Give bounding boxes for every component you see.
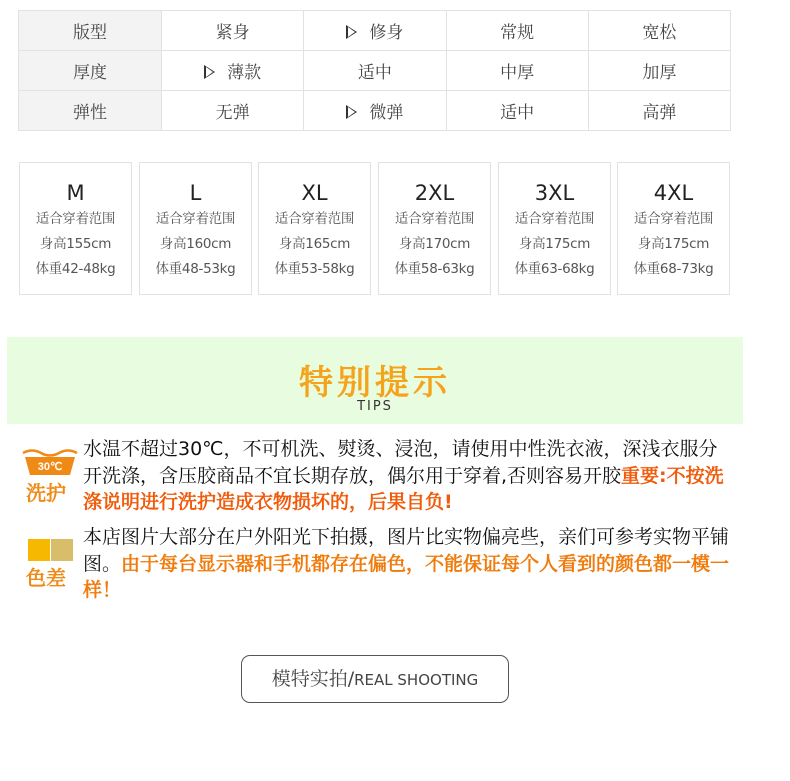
real-shooting-label-cn: 模特实拍/ bbox=[271, 668, 355, 690]
attribute-option-selected: 微弹 bbox=[304, 91, 446, 131]
attribute-option: 紧身 bbox=[162, 11, 304, 51]
size-label: 3XL bbox=[534, 181, 575, 205]
size-range: 适合穿着范围 bbox=[274, 211, 355, 227]
attribute-option: 适中 bbox=[304, 51, 446, 91]
color-diff-label: 色差 bbox=[26, 566, 66, 590]
size-card-l bbox=[139, 162, 252, 295]
real-shooting-label-en: REAL SHOOTING bbox=[354, 671, 479, 689]
size-label: M bbox=[66, 181, 85, 205]
attribute-option: 中厚 bbox=[446, 51, 588, 91]
wash-label: 洗护 bbox=[26, 481, 66, 505]
color-swatch-icon-secondary bbox=[51, 539, 73, 561]
color-diff-text: 本店图片大部分在户外阳光下拍摄，图片比实物偏亮些，亲们可参考实物平铺图。 bbox=[83, 526, 730, 575]
attribute-option-selected: 修身 bbox=[304, 11, 446, 51]
play-triangle-icon bbox=[346, 105, 357, 119]
size-label: XL bbox=[301, 181, 328, 205]
attribute-option: 加厚 bbox=[588, 51, 730, 91]
size-range: 适合穿着范围 bbox=[35, 211, 116, 227]
tips-banner bbox=[7, 337, 743, 424]
attribute-row-elasticity bbox=[19, 91, 731, 131]
color-diff-note bbox=[83, 524, 733, 604]
color-swatch-icon bbox=[28, 539, 50, 561]
size-weight: 体重53-58kg bbox=[274, 261, 355, 277]
size-range: 适合穿着范围 bbox=[633, 211, 714, 227]
size-card-m bbox=[19, 162, 132, 295]
attribute-label: 版型 bbox=[19, 11, 162, 51]
attribute-option: 无弹 bbox=[162, 91, 304, 131]
size-height: 身高170cm bbox=[398, 236, 471, 252]
size-label: L bbox=[189, 181, 202, 205]
real-shooting-button[interactable] bbox=[241, 655, 509, 703]
size-label: 2XL bbox=[414, 181, 455, 205]
size-range: 适合穿着范围 bbox=[514, 211, 595, 227]
size-weight: 体重48-53kg bbox=[155, 261, 236, 277]
size-label: 4XL bbox=[653, 181, 694, 205]
size-card-3xl bbox=[498, 162, 611, 295]
color-diff-warning: 由于每台显示器和手机都存在偏色，不能保证每个人看到的颜色都一模一样！ bbox=[83, 552, 730, 601]
play-triangle-icon bbox=[346, 25, 357, 39]
size-height: 身高165cm bbox=[278, 236, 351, 252]
size-height: 身高155cm bbox=[39, 236, 112, 252]
play-triangle-icon bbox=[204, 65, 215, 79]
size-range: 适合穿着范围 bbox=[155, 211, 236, 227]
wash-temp: 30℃ bbox=[37, 461, 63, 473]
attribute-table bbox=[18, 10, 731, 131]
size-height: 身高175cm bbox=[518, 236, 591, 252]
wash-warning: 重要:不按洗涤说明进行洗护造成衣物损坏的，后果自负! bbox=[83, 464, 724, 513]
attribute-label: 弹性 bbox=[19, 91, 162, 131]
size-height: 身高175cm bbox=[637, 236, 710, 252]
attribute-option: 适中 bbox=[446, 91, 588, 131]
attribute-label: 厚度 bbox=[19, 51, 162, 91]
size-height: 身高160cm bbox=[159, 236, 232, 252]
attribute-option-selected: 薄款 bbox=[162, 51, 304, 91]
size-weight: 体重58-63kg bbox=[394, 261, 475, 277]
attribute-option: 常规 bbox=[446, 11, 588, 51]
attribute-row-thickness bbox=[19, 51, 731, 91]
tips-title: 特别提示 bbox=[299, 363, 451, 403]
size-range: 适合穿着范围 bbox=[394, 211, 475, 227]
size-card-xl bbox=[258, 162, 371, 295]
attribute-option: 宽松 bbox=[588, 11, 730, 51]
size-weight: 体重42-48kg bbox=[35, 261, 116, 277]
tips-subtitle: TIPS bbox=[357, 399, 393, 414]
size-weight: 体重68-73kg bbox=[633, 261, 714, 277]
attribute-option: 高弹 bbox=[588, 91, 730, 131]
wash-note bbox=[83, 436, 733, 516]
size-card-2xl bbox=[378, 162, 491, 295]
attribute-row-fit bbox=[19, 11, 731, 51]
wash-text: 水温不超过30℃，不可机洗、熨烫、浸泡，请使用中性洗衣液，深浅衣服分开洗涤，含压胶商品不宜长期存放，偶尔用于穿着,否则容易开胶 bbox=[83, 438, 718, 487]
size-card-4xl bbox=[617, 162, 730, 295]
size-weight: 体重63-68kg bbox=[514, 261, 595, 277]
